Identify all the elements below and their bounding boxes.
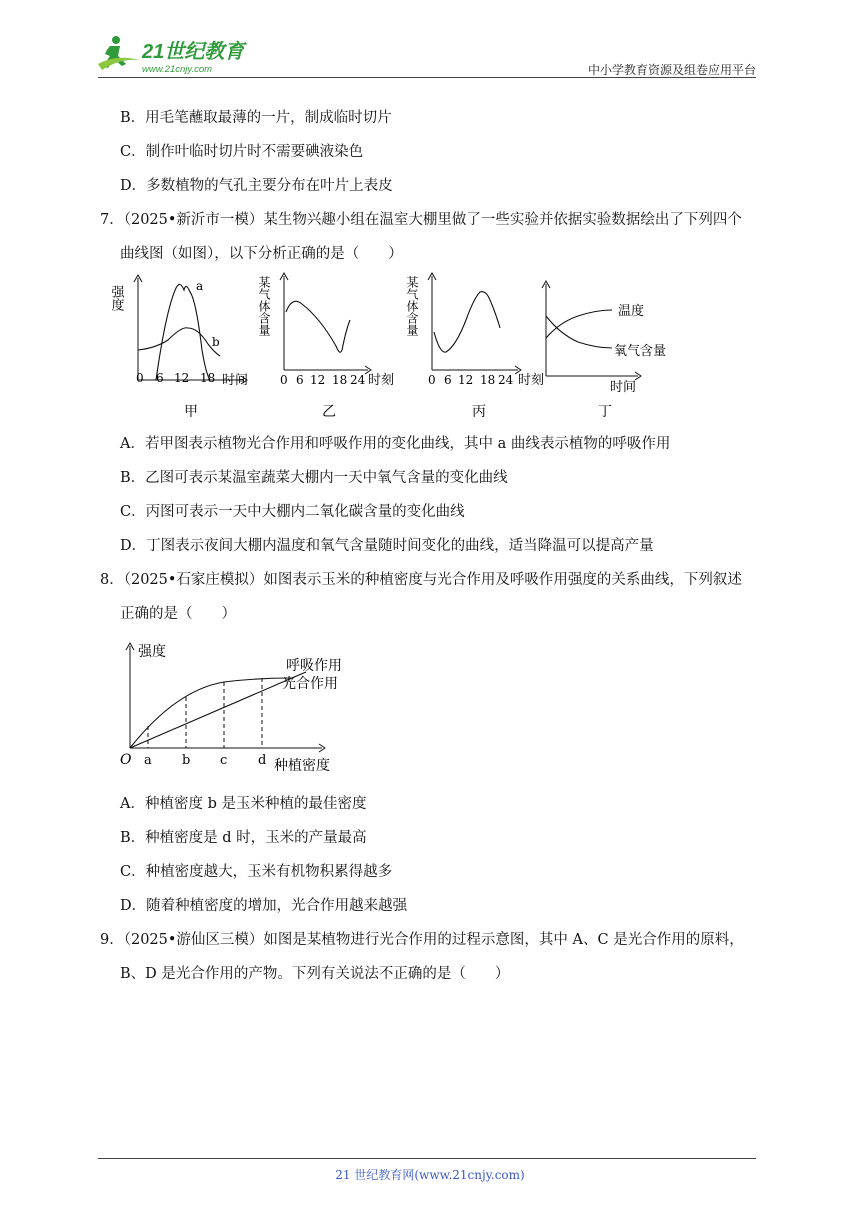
bing-ylabel: 某气体含量 [405, 276, 419, 336]
yi-tick-24: 24 [350, 373, 366, 387]
q8-tick-d: d [258, 753, 267, 768]
yi-curve [286, 301, 350, 352]
jia-caption: 甲 [184, 404, 198, 420]
q8-stem-line1: 8．（2025•石家庄模拟）如图表示玉米的种植密度与光合作用及呼吸作用强度的关系曲线，下列叙述 [100, 572, 742, 588]
jia-tick-18: 18 [200, 371, 216, 385]
jia-ylabel: 强度 [108, 285, 124, 311]
footer-divider [98, 1158, 756, 1159]
q7-option-c: C．丙图可表示一天中大棚内二氧化碳含量的变化曲线 [120, 504, 465, 520]
q8-label-photosynthesis: 光合作用 [282, 676, 338, 692]
q8-origin: O [120, 752, 132, 768]
yi-ylabel: 某气体含量 [257, 276, 271, 336]
q8-option-b: B．种植密度是 d 时，玉米的产量最高 [120, 830, 367, 846]
bing-tick-24: 24 [498, 373, 514, 387]
jia-curve-a [156, 284, 210, 380]
logo-main-text: 21世纪教育 [142, 41, 245, 63]
q6-option-d: D．多数植物的气孔主要分布在叶片上表皮 [120, 178, 393, 194]
q8-option-c: C．种植密度越大，玉米有机物积累得越多 [120, 864, 393, 880]
bing-xlabel: 时刻 [518, 373, 545, 388]
q9-stem-line2: B、D 是光合作用的产物。下列有关说法不正确的是（ ） [120, 966, 510, 982]
q8-tick-a: a [144, 753, 152, 768]
bing-caption: 丙 [472, 404, 486, 420]
figure-q8 [116, 636, 376, 782]
bing-curve [434, 292, 500, 353]
footer-text: 21 世纪教育网(www.21cnjy.com) [335, 1168, 525, 1182]
q8-ylabel: 强度 [138, 644, 166, 660]
logo-sub-text: www.21cnjy.com [142, 64, 213, 75]
jia-label-b: b [212, 335, 220, 349]
runner-icon [98, 36, 140, 70]
jia-curve-b [138, 328, 220, 356]
q8-xlabel: 种植密度 [274, 758, 330, 774]
page-header [0, 0, 860, 80]
figure-yi [256, 270, 406, 426]
bing-tick-12: 12 [458, 373, 474, 387]
q9-stem-line1: 9．（2025•游仙区三模）如图是某植物进行光合作用的过程示意图，其中 A、C 是光合作用的原料， [100, 932, 744, 948]
q8-tick-b: b [182, 753, 191, 768]
figure-ding [540, 270, 700, 426]
q8-stem-line2: 正确的是（ ） [120, 606, 236, 622]
jia-tick-6: 6 [156, 371, 164, 385]
ding-xlabel: 时间 [610, 380, 637, 395]
header-divider [98, 77, 756, 78]
yi-tick-12: 12 [310, 373, 326, 387]
jia-label-a: a [196, 279, 204, 293]
yi-xlabel: 时刻 [368, 373, 395, 388]
q8-option-d: D．随着种植密度的增加，光合作用越来越强 [120, 898, 408, 914]
q6-option-c: C．制作叶临时切片时不需要碘液染色 [120, 144, 364, 160]
yi-tick-6: 6 [296, 373, 304, 387]
q6-option-b: B．用毛笔蘸取最薄的一片，制成临时切片 [120, 110, 392, 126]
ding-curve-oxygen [546, 316, 612, 348]
yi-tick-18: 18 [332, 373, 348, 387]
site-logo [96, 34, 266, 78]
bing-tick-6: 6 [444, 373, 452, 387]
figure-jia [108, 270, 266, 426]
q7-stem-line1: 7．（2025•新沂市一模）某生物兴趣小组在温室大棚里做了一些实验并依据实验数据绘出了下列四个 [100, 212, 742, 228]
q7-option-d: D．丁图表示夜间大棚内温度和氧气含量随时间变化的曲线，适当降温可以提高产量 [120, 538, 654, 554]
yi-tick-0: 0 [280, 373, 288, 387]
yi-caption: 乙 [322, 404, 336, 420]
q8-tick-c: c [220, 753, 228, 768]
q7-option-b: B．乙图可表示某温室蔬菜大棚内一天中氧气含量的变化曲线 [120, 470, 508, 486]
q7-stem-line2: 曲线图（如图），以下分析正确的是（ ） [120, 246, 403, 262]
bing-tick-0: 0 [428, 373, 436, 387]
jia-xlabel: 时间 [222, 373, 249, 388]
q8-label-respiration: 呼吸作用 [286, 658, 342, 674]
ding-label-oxygen: 氧气含量 [614, 344, 667, 359]
figure-bing [404, 270, 554, 426]
ding-label-temp: 温度 [618, 304, 645, 319]
jia-tick-12: 12 [174, 371, 190, 385]
q7-option-a: A．若甲图表示植物光合作用和呼吸作用的变化曲线，其中 a 曲线表示植物的呼吸作用 [120, 436, 671, 452]
q8-option-a: A．种植密度 b 是玉米种植的最佳密度 [120, 796, 367, 812]
jia-tick-0: 0 [136, 371, 144, 385]
bing-tick-18: 18 [480, 373, 496, 387]
ding-caption: 丁 [598, 404, 612, 420]
platform-name: 中小学教育资源及组卷应用平台 [587, 63, 756, 77]
ding-curve-temp [546, 310, 612, 338]
